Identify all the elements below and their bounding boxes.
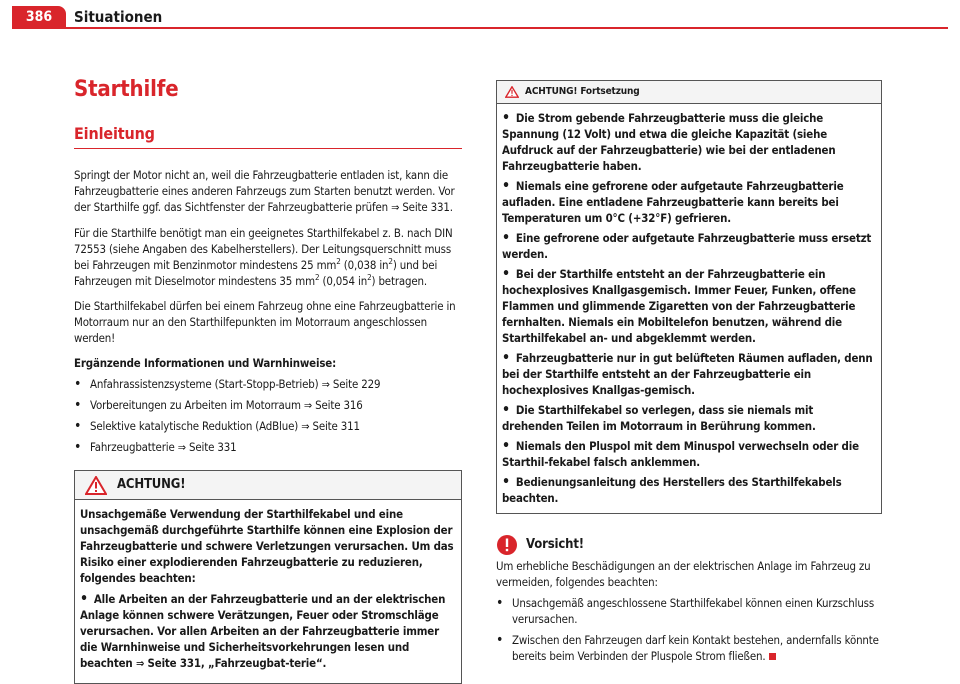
arrow-right-icon: ⇒ (321, 378, 330, 391)
section-end-icon (769, 653, 776, 660)
warning-item (502, 230, 875, 262)
bullet-icon: • (502, 230, 510, 246)
superscript: 2 (388, 257, 393, 267)
reference-list (74, 376, 462, 456)
warning-item (502, 350, 875, 398)
warning-item (502, 402, 875, 434)
arrow-right-icon: ⇒ (177, 441, 186, 454)
bullet-icon: • (80, 591, 88, 607)
caution-bullet (496, 632, 882, 664)
list-item-text: Vorbereitungen zu Arbeiten im Motorraum (90, 398, 301, 412)
caution-bullet-text: Unsachgemäß angeschlossene Starthilfekabel können einen Kurzschluss verursachen. (512, 596, 875, 626)
warning-item-text: Eine gefrorene oder aufgetaute Fahrzeugbatterie muss ersetzt werden. (502, 231, 872, 261)
arrow-right-icon: ⇒ (301, 420, 310, 433)
page-link[interactable]: Seite 311 (312, 419, 360, 433)
header-rule (12, 27, 948, 29)
arrow-right-icon: ⇒ (391, 201, 400, 214)
connection-paragraph: Die Starthilfekabel dürfen bei einem Fahrzeug ohne eine Fahrzeugbatterie in Motorraum nur an den Starthilfepunkten im Motorraum angeschlossen werden! (74, 299, 456, 345)
arrow-right-icon: ⇒ (135, 657, 145, 670)
caution-title: Vorsicht! (526, 537, 584, 552)
bullet-icon: • (502, 110, 510, 126)
warning-continued-header (497, 81, 881, 104)
warning-body (75, 500, 461, 683)
cable-text-d: (0,054 in (319, 274, 368, 288)
warning-triangle-icon (85, 476, 107, 495)
list-item-text: Anfahrassistenzsysteme (Start-Stopp-Betrieb) (90, 377, 319, 391)
list-item-text: Selektive katalytische Reduktion (AdBlue) (90, 419, 299, 433)
warning-item-text: Niemals den Pluspol mit dem Minuspol verwechseln oder die Starthil-fekabel falsch anklemmen. (502, 439, 859, 469)
warning-item-text: Bei der Starthilfe entsteht an der Fahrzeugbatterie ein hochexplosives Knallgasgemisch. Immer Feuer, Funken, offene Flammen und glimmende Zigaretten von der Fahrzeugbatterie fernhalten. Niemals ein Mobiltelefon benutzen, während die Starthilfekabel an- und abgeklemmt werden. (502, 267, 856, 345)
intro-text: Springt der Motor nicht an, weil die Fahrzeugbatterie entladen ist, kann die Fahrzeugbatterie eines anderen Fahrzeugs zum Starten benutzt werden. Vor der Starthilfe ggf. das Sichtfenster der Fahrzeugbatterie prüfen (74, 168, 455, 214)
warning-item-text: Niemals eine gefrorene oder aufgetaute Fahrzeugbatterie aufladen. Eine entladene Fahrzeugbatterie kann bereits bei Temperaturen um 0°C (+32°F) gefrieren. (502, 179, 844, 225)
arrow-right-icon: ⇒ (303, 399, 313, 412)
cable-text-a: Für die Starthilfe benötigt man ein geeignetes Starthilfekabel z. B. nach DIN 72553 (siehe Angaben des Kabelherstellers). Der Leitungsquerschnitt muss bei Fahrzeugen mit Benzinmotor mindestens 25 mm (74, 226, 453, 272)
list-item (74, 439, 462, 456)
list-item (74, 418, 462, 435)
section-heading: Einleitung (74, 124, 462, 149)
bullet-icon: • (502, 350, 510, 366)
warning-item (502, 474, 875, 506)
caution-block (496, 532, 882, 664)
warning-item (502, 438, 875, 470)
superscript: 2 (314, 273, 320, 283)
intro-paragraph (74, 167, 462, 216)
bullet-icon: • (502, 402, 510, 418)
bullet-icon: • (502, 266, 510, 282)
list-item (74, 376, 462, 393)
right-column (496, 80, 882, 669)
warning-item-text: Die Starthilfekabel so verlegen, dass sie niemals mit drehenden Teilen im Motorraum in Berührung kommen. (502, 403, 816, 433)
warning-continued-body (497, 104, 881, 513)
bullet-icon: • (502, 474, 510, 490)
list-item (74, 397, 462, 414)
page-header (0, 0, 960, 28)
warning-item-text: Fahrzeugbatterie nur in gut belüfteten Räumen aufladen, denn bei der Starthilfe entsteht an der Fahrzeugbatterie ein hochexplosives Knallgas-gemisch. (502, 351, 873, 397)
bullet-icon: • (502, 178, 510, 194)
cable-text-c: ) und bei Fahrzeugen mit Dieselmotor mindestens 35 mm (74, 258, 438, 288)
warning-intro: Unsachgemäße Verwendung der Starthilfekabel und eine unsachgemäß durchgeführte Starthilfe können eine Explosion der Fahrzeugbatterie und schwere Verletzungen verursachen. Um das Risiko einer explodierenden Fahrzeugbatterie zu reduzieren, folgendes beachten: (80, 507, 454, 585)
warning-page-link[interactable]: Seite 331, „Fahrzeugbat-terie“. (147, 656, 327, 670)
left-column (74, 78, 462, 684)
cable-paragraph (74, 225, 462, 289)
intro-link[interactable]: Seite 331. (402, 200, 453, 214)
warning-item (502, 266, 875, 346)
page-title: Starthilfe (74, 77, 179, 102)
warning-header (75, 471, 461, 500)
page-link[interactable]: Seite 229 (332, 377, 381, 391)
warning-item (502, 178, 875, 226)
caution-bullet-text: Zwischen den Fahrzeugen darf kein Kontakt bestehen, andernfalls könnte bereits beim Verbinden der Pluspole Strom fließen. (512, 633, 879, 663)
warning-item-text: Die Strom gebende Fahrzeugbatterie muss die gleiche Spannung (12 Volt) und etwa die gleiche Kapazität (siehe Aufdruck auf der Fahrzeugbatterie) wie bei der entladenen Fahrzeugbatterie haben. (502, 111, 836, 173)
cable-text-b: (0,038 in (340, 258, 389, 272)
caution-bullet (496, 595, 882, 627)
page-link[interactable]: Seite 331 (189, 440, 237, 454)
warning-box (74, 470, 462, 684)
warning-bullet (80, 591, 455, 672)
warning-triangle-icon (505, 86, 519, 98)
warning-item-text: Bedienungsanleitung des Herstellers des Starthilfekabels beachten. (502, 475, 842, 505)
superscript: 2 (336, 257, 341, 267)
running-title: Situationen (74, 8, 163, 26)
warning-item (502, 110, 875, 174)
page-number: 386 (12, 6, 66, 28)
exclamation-circle-icon (496, 534, 518, 556)
list-item-text: Fahrzeugbatterie (90, 440, 175, 454)
warning-continued-title: ACHTUNG! Fortsetzung (525, 86, 640, 97)
warning-title: ACHTUNG! (117, 477, 186, 492)
cable-text-e: ) betragen. (371, 274, 427, 288)
bullet-icon: • (502, 438, 510, 454)
warning-continued-box (496, 80, 882, 514)
info-heading: Ergänzende Informationen und Warnhinweise: (74, 356, 337, 370)
caution-header (496, 532, 882, 558)
caution-intro: Um erhebliche Beschädigungen an der elektrischen Anlage im Fahrzeug zu vermeiden, folgendes beachten: (496, 559, 871, 589)
superscript: 2 (367, 273, 372, 283)
warning-bullet-text: Alle Arbeiten an der Fahrzeugbatterie und an der elektrischen Anlage können schwere Verätzungen, Feuer oder Stromschläge verursachen. Vor allen Arbeiten an der Fahrzeugbatterie immer die Warnhinweise und Sicherheitsvorkehrungen lesen und beachten (80, 592, 446, 670)
page-link[interactable]: Seite 316 (315, 398, 363, 412)
